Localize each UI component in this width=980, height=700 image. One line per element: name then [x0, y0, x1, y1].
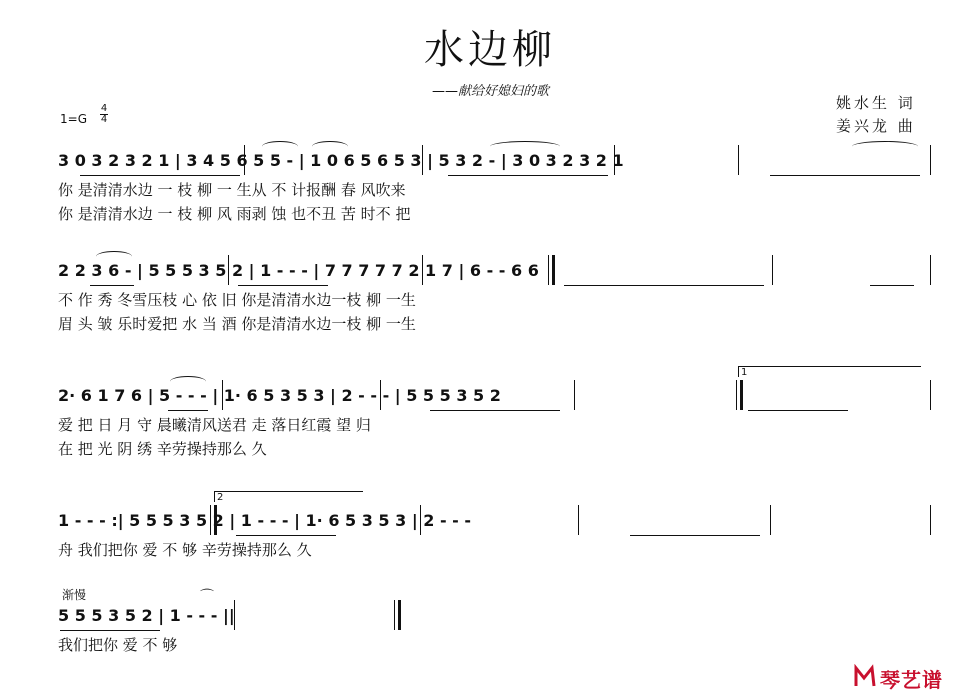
beam [80, 175, 240, 176]
barline [738, 145, 739, 175]
beam [90, 285, 134, 286]
beam [168, 410, 208, 411]
barline [614, 145, 615, 175]
lyrics-verse-1: 不 作 秀 冬雪压枝 心 依 旧 你是清清水边一枝 柳 一生 [58, 291, 416, 309]
barline [228, 255, 229, 285]
barline [222, 380, 223, 410]
double-barline [548, 255, 555, 285]
lyrics-verse-2: 在 把 光 阴 绣 辛劳操持那么 久 [58, 440, 267, 458]
final-barline [394, 600, 401, 630]
beam [630, 535, 760, 536]
barline [244, 145, 245, 175]
barline [422, 145, 423, 175]
volta-second-ending: 2 [214, 491, 363, 502]
barline [930, 505, 931, 535]
barline [770, 505, 771, 535]
beam [430, 410, 560, 411]
beam [870, 285, 914, 286]
beam [748, 410, 848, 411]
lyrics-verse-1: 舟 我们把你 爱 不 够 辛劳操持那么 久 [58, 541, 312, 559]
barline [380, 380, 381, 410]
double-barline [736, 380, 743, 410]
beam [236, 535, 336, 536]
repeat-barline [210, 505, 217, 535]
barline [930, 380, 931, 410]
lyrics-verse-1: 你 是清清水边 一 枝 柳 一 生从 不 计报酬 春 风吹来 [58, 181, 406, 199]
barline [420, 505, 421, 535]
notation-line: 1 - - - :| 5 5 5 3 5 2 | 1 - - - | 1· 6 5 3 5 3 | 2 - - - [58, 511, 472, 530]
notation-line: 2 2 3 6 - | 5 5 5 3 5 2 | 1 - - - | 7 7 7 7 7 2 1 7 | 6 - - 6 6 [58, 261, 539, 280]
meter-bottom: 4 [100, 114, 108, 125]
beam [770, 175, 920, 176]
lyrics-verse-1: 我们把你 爱 不 够 [58, 636, 178, 654]
subtitle: ——献给好媳妇的歌 [432, 84, 550, 99]
barline [234, 600, 235, 630]
composer-credit: 姜兴龙 曲 [836, 117, 916, 135]
notation-line: 5 5 5 3 5 2 | 1 - - - || [58, 606, 235, 625]
barline [574, 380, 575, 410]
fermata-icon: ⌒ [200, 589, 214, 605]
barline [930, 255, 931, 285]
lyricist-credit: 姚水生 词 [836, 94, 916, 112]
lyrics-verse-2: 眉 头 皱 乐时爱把 水 当 酒 你是清清水边一枝 柳 一生 [58, 315, 416, 333]
beam [448, 175, 608, 176]
lyrics-verse-2: 你 是清清水边 一 枝 柳 风 雨剥 蚀 也不丑 苦 时不 把 [58, 205, 411, 223]
key-signature: 1=G [60, 112, 87, 126]
beam [60, 630, 160, 631]
volta-first-ending: 1 [738, 366, 921, 377]
lyrics-verse-1: 爱 把 日 月 守 晨曦清风送君 走 落日红霞 望 归 [58, 416, 371, 434]
watermark-text: 琴艺谱 [880, 668, 943, 692]
song-title: 水边柳 [424, 27, 556, 73]
barline [422, 255, 423, 285]
meter-top: 4 [100, 103, 108, 114]
barline [930, 145, 931, 175]
beam [238, 285, 328, 286]
tempo-marking: 渐慢 [62, 588, 87, 602]
slur [852, 141, 918, 152]
notation-line: 2· 6 1 7 6 | 5 - - - | 1· 6 5 3 5 3 | 2 - - - | 5 5 5 3 5 2 [58, 386, 501, 405]
beam [564, 285, 764, 286]
barline [578, 505, 579, 535]
barline [772, 255, 773, 285]
qinyipu-logo-icon [852, 664, 878, 690]
time-signature [100, 104, 108, 125]
notation-line: 3 0 3 2 3 2 1 | 3 4 5 6 5 5 - | 1 0 6 5 6 5 3 | 5 3 2 - | 3 0 3 2 3 2 1 [58, 151, 624, 170]
